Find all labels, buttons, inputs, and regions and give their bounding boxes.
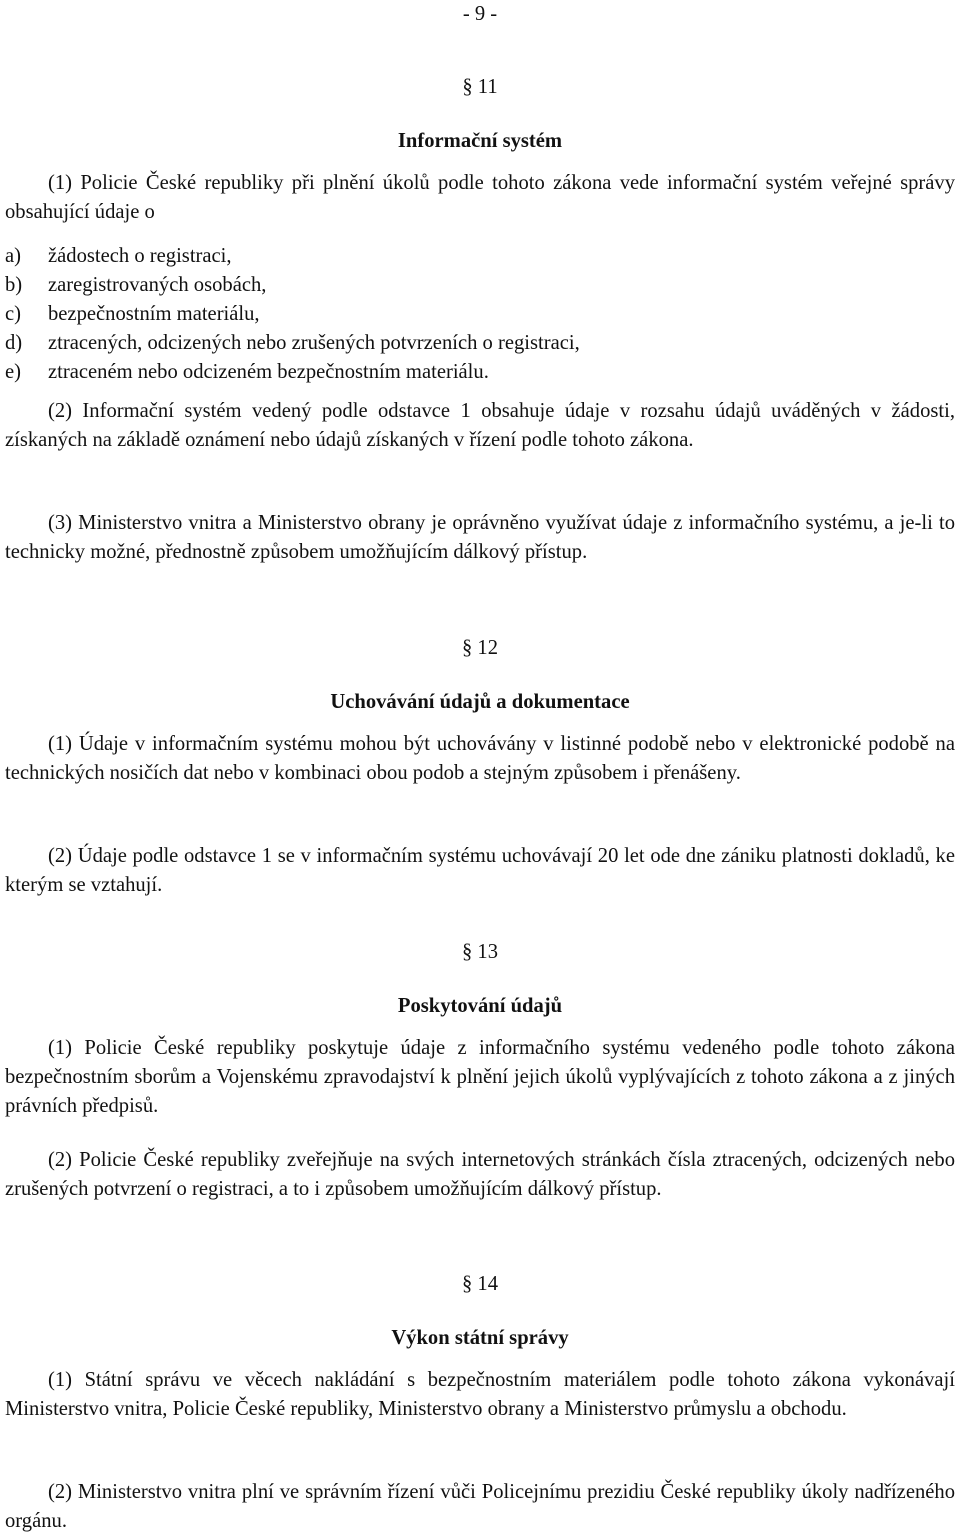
section-title-14: Výkon státní správy [391, 1327, 569, 1349]
list-text: bezpečnostním materiálu, [48, 303, 260, 325]
list-letter: a) [5, 245, 21, 267]
list-item [5, 271, 955, 300]
section-title-13: Poskytování údajů [397, 995, 563, 1017]
list-11 [5, 242, 955, 387]
list-item [5, 329, 955, 358]
paragraph-11-3: (3) Ministerstvo vnitra a Ministerstvo obrany je oprávněno využívat údaje z informačního systému, a je-li to technicky možné, přednostně způsobem umožňujícím dálkový přístup. [5, 512, 955, 563]
list-item [5, 242, 955, 271]
list-text: zaregistrovaných osobách, [48, 274, 267, 296]
list-text: žádostech o registraci, [48, 245, 232, 267]
page-number: - 9 - [462, 3, 498, 25]
list-text: ztracených, odcizených nebo zrušených potvrzeních o registraci, [48, 332, 580, 354]
section-mark-12: § 12 [461, 637, 499, 659]
paragraph-13-2: (2) Policie České republiky zveřejňuje na svých internetových stránkách čísla ztracených, odcizených nebo zrušených potvrzení o registraci, a to i způsobem umožňujícím dálkový přístup. [5, 1149, 955, 1200]
paragraph-14-1: (1) Státní správu ve věcech nakládání s bezpečnostním materiálem podle tohoto zákona vykonávají Ministerstvo vnitra, Policie České republiky, Ministerstvo obrany a Ministerstvo průmyslu a obchodu. [5, 1369, 955, 1420]
list-letter: e) [5, 361, 21, 383]
paragraph-12-2: (2) Údaje podle odstavce 1 se v informačním systému uchovávají 20 let ode dne zániku platnosti dokladů, ke kterým se vztahují. [5, 845, 955, 896]
paragraph-14-2: (2) Ministerstvo vnitra plní ve správním řízení vůči Policejnímu prezidiu České republiky úkoly nadřízeného orgánu. [5, 1481, 955, 1532]
section-mark-13: § 13 [461, 941, 499, 963]
list-item [5, 300, 955, 329]
section-title-11: Informační systém [397, 130, 563, 152]
list-text: ztraceném nebo odcizeném bezpečnostním materiálu. [48, 361, 489, 383]
section-mark-14: § 14 [461, 1273, 499, 1295]
paragraph-12-1: (1) Údaje v informačním systému mohou být uchovávány v listinné podobě nebo v elektronické podobě na technických nosičích dat nebo v kombinaci obou podob a stejným způsobem i přenášeny. [5, 733, 955, 784]
list-letter: b) [5, 274, 23, 296]
list-letter: c) [5, 303, 21, 325]
paragraph-11-1: (1) Policie České republiky při plnění úkolů podle tohoto zákona vede informační systém veřejné správy obsahující údaje o [5, 172, 955, 223]
paragraph-11-2: (2) Informační systém vedený podle odstavce 1 obsahuje údaje v rozsahu údajů uváděných v žádosti, získaných na základě oznámení nebo údajů získaných v řízení podle tohoto zákona. [5, 400, 955, 451]
section-mark-11: § 11 [462, 76, 498, 98]
list-item [5, 358, 955, 387]
section-title-12: Uchovávání údajů a dokumentace [330, 691, 630, 713]
list-letter: d) [5, 332, 23, 354]
paragraph-13-1: (1) Policie České republiky poskytuje údaje z informačního systému vedeného podle tohoto zákona bezpečnostním sborům a Vojenskému zpravodajství k plnění jejich úkolů vyplývajících z tohoto zákona a z jiných právních předpisů. [5, 1037, 955, 1117]
